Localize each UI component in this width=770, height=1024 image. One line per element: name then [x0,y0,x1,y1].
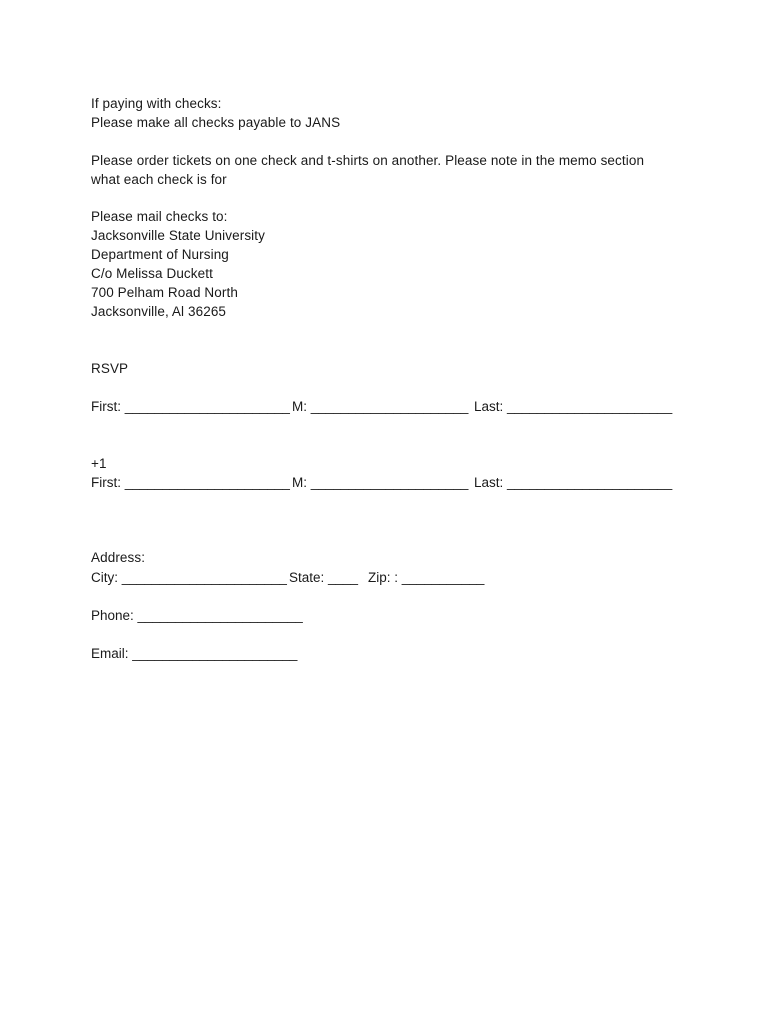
zip-field: Zip: : ___________ [368,570,485,585]
plus-one-label: +1 [91,456,107,471]
mail-address-line: Department of Nursing [91,247,229,262]
mail-address-line: Jacksonville, Al 36265 [91,304,227,319]
order-instructions-line-1: Please order tickets on one check and t-shirts on another. Please note in the memo section [91,153,645,168]
payment-line-2: Please make all checks payable to JANS [91,115,341,130]
email-field: Email: ______________________ [91,646,298,661]
rsvp-heading: RSVP [91,361,129,376]
rsvp-middle-initial-field: M: _____________________ [292,399,469,414]
mail-address-line: C/o Melissa Duckett [91,266,213,281]
rsvp-last-name-field: Last: ______________________ [474,399,673,414]
order-instructions-line-2: what each check is for [91,172,227,187]
address-label: Address: [91,550,146,565]
state-field: State: ____ [289,570,359,585]
phone-field: Phone: ______________________ [91,608,303,623]
guest-first-name-field: First: ______________________ [91,475,290,490]
city-field: City: ______________________ [91,570,287,585]
rsvp-first-name-field: First: ______________________ [91,399,290,414]
mail-heading: Please mail checks to: [91,209,228,224]
guest-last-name-field: Last: ______________________ [474,475,673,490]
mail-address-line: Jacksonville State University [91,228,265,243]
payment-line-1: If paying with checks: [91,96,222,111]
mail-address-line: 700 Pelham Road North [91,285,238,300]
guest-middle-initial-field: M: _____________________ [292,475,469,490]
